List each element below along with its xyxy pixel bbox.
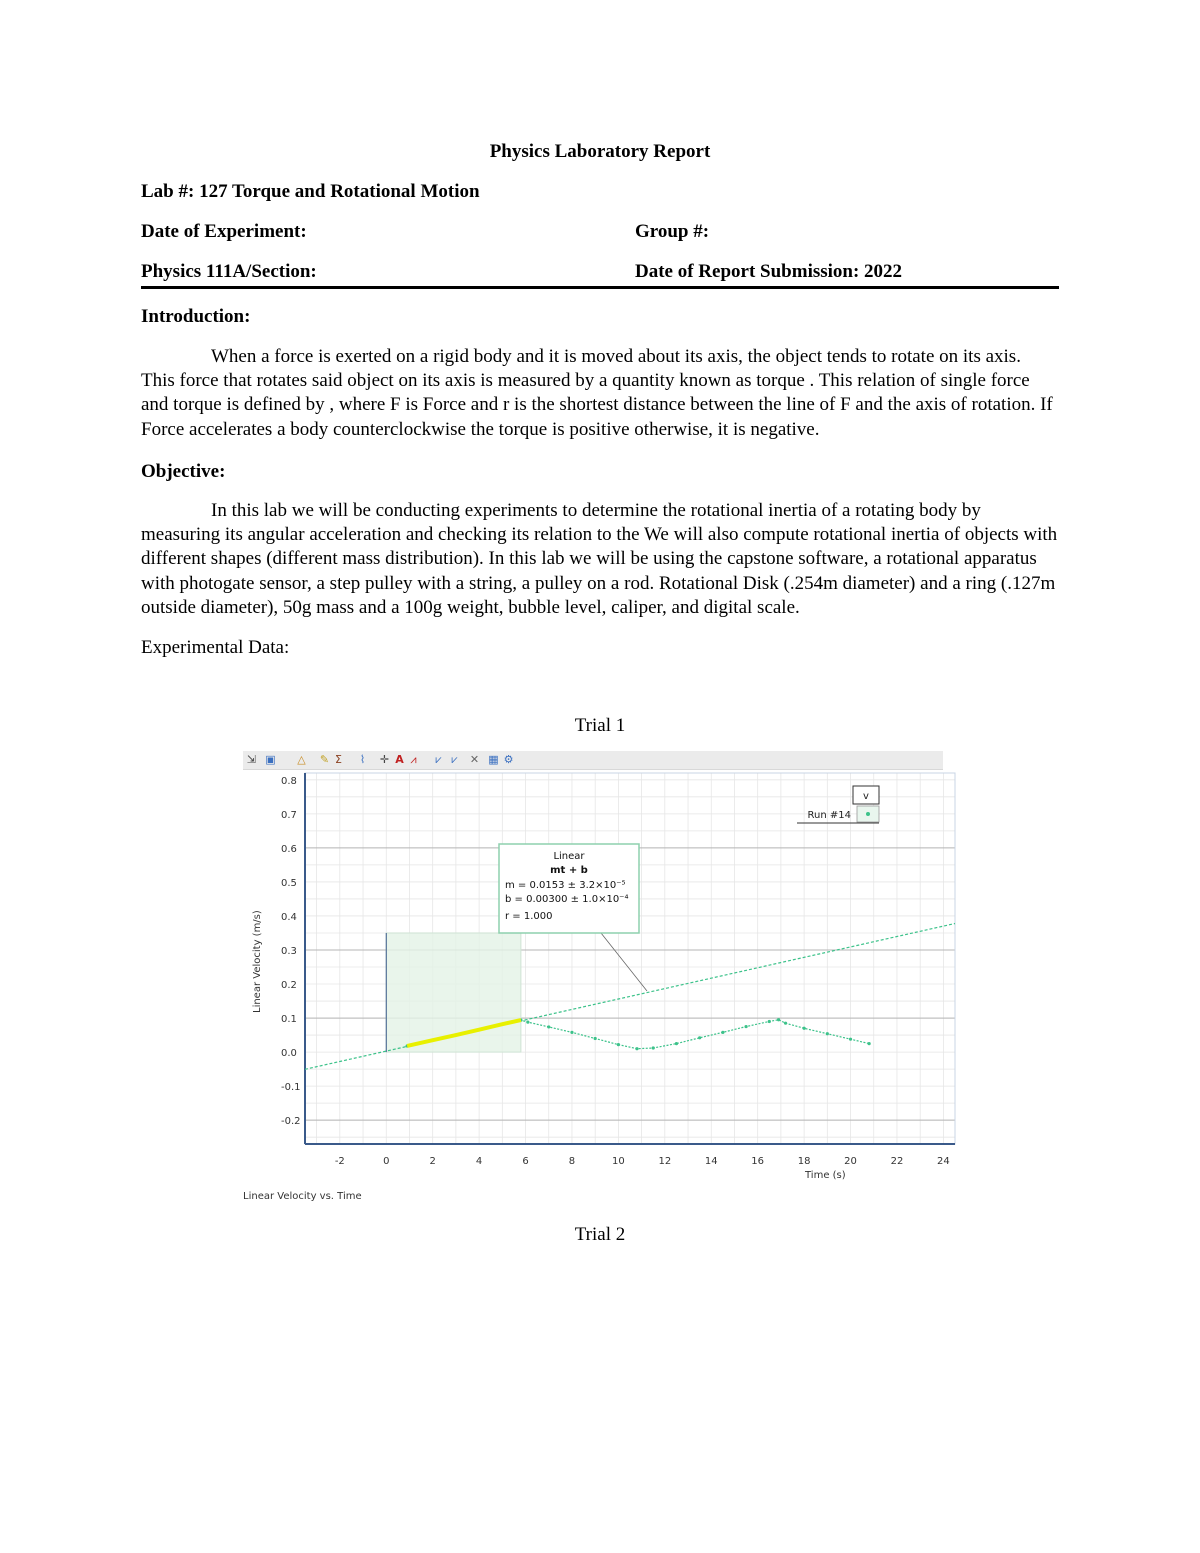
y-tick-label: 0.1 — [281, 1014, 297, 1026]
legend-marker-icon — [866, 812, 870, 816]
header-divider — [141, 286, 1059, 289]
graph-caption: Linear Velocity vs. Time — [243, 1191, 362, 1202]
add-plot-icon[interactable]: ⩗ — [435, 753, 442, 766]
fit-formula: mt + b — [550, 865, 588, 876]
text-annotation-icon[interactable]: A — [395, 753, 404, 766]
report-title: Physics Laboratory Report — [489, 141, 711, 162]
y-tick-label: 0.8 — [281, 775, 297, 787]
fit-box-connector — [601, 933, 647, 991]
data-point — [768, 1020, 771, 1023]
data-point — [675, 1042, 678, 1045]
y-tick-label: -0.2 — [281, 1116, 301, 1128]
x-tick-label: 0 — [383, 1156, 390, 1167]
data-point — [777, 1018, 780, 1021]
section: Physics 111A/Section: — [141, 261, 317, 282]
curve-fit-box — [499, 844, 639, 933]
data-point — [570, 1031, 573, 1034]
introduction-text: When a force is exerted on a rigid body and it is moved about its axis, the object tends to rotate on its axis. This force that rotates said object on its axis is measured by a quantity known as torque . This relation of single force and torque is defined by , where F is Force and r is the shortest distance between the line of F and the axis of rotation. If Force accelerates a body counterclockwise the torque is positive otherwise, it is negative. — [141, 346, 1053, 440]
x-tick-label: 12 — [658, 1156, 672, 1167]
experimental-data-label: Experimental Data: — [141, 637, 290, 658]
data-point — [652, 1046, 655, 1049]
data-point — [868, 1042, 871, 1045]
data-point — [849, 1038, 852, 1041]
data-point — [721, 1031, 724, 1034]
x-tick-label: 6 — [522, 1156, 529, 1167]
date-of-experiment: Date of Experiment: — [141, 221, 307, 242]
y-tick-label: 0.7 — [281, 809, 297, 821]
x-tick-label: 20 — [844, 1156, 857, 1167]
delete-icon[interactable]: ✕ — [469, 753, 480, 766]
x-axis-title: Time (s) — [805, 1170, 846, 1181]
y-tick-label: 0.3 — [281, 945, 297, 957]
objective-heading: Objective: — [141, 461, 226, 482]
lab-number: Lab #: 127 Torque and Rotational Motion — [141, 181, 480, 202]
y-tick-label: 0.6 — [281, 843, 297, 855]
selection-icon[interactable]: ▣ — [265, 753, 276, 766]
fit-intercept: b = 0.00300 ± 1.0×10⁻⁴ — [505, 894, 629, 905]
x-tick-labels — [335, 1156, 950, 1167]
data-point — [526, 1021, 529, 1024]
data-point — [547, 1025, 550, 1028]
coordinates-icon[interactable]: ✛ — [379, 753, 390, 766]
trial-1-graph — [243, 751, 963, 1203]
introduction-heading: Introduction: — [141, 306, 251, 327]
x-tick-label: 4 — [475, 1156, 483, 1167]
x-tick-label: 16 — [751, 1156, 765, 1167]
data-point — [698, 1036, 701, 1039]
annotation-icon[interactable]: ✎ — [319, 753, 330, 766]
date-of-submission: Date of Report Submission: 2022 — [635, 261, 903, 282]
data-point — [784, 1022, 787, 1025]
fit-correlation: r = 1.000 — [505, 911, 553, 922]
y-tick-label: 0.5 — [281, 877, 297, 889]
legend-run-label: Run #14 — [807, 810, 851, 821]
data-point — [594, 1037, 597, 1040]
x-tick-label: -2 — [334, 1156, 345, 1167]
x-tick-label: 10 — [612, 1156, 625, 1167]
legend-dropdown: v — [863, 791, 869, 802]
trial-2-caption: Trial 2 — [574, 1224, 626, 1245]
x-tick-label: 18 — [797, 1156, 811, 1167]
data-point — [826, 1032, 829, 1035]
data-point — [803, 1027, 806, 1030]
scale-to-fit-icon[interactable]: ⇲ — [246, 753, 257, 766]
x-tick-label: 22 — [890, 1156, 904, 1167]
y-axis-title: Linear Velocity (m/s) — [252, 910, 263, 1013]
y-tick-label: 0.2 — [281, 980, 297, 992]
y-tick-labels — [281, 776, 301, 1127]
fit-slope: m = 0.0153 ± 3.2×10⁻⁵ — [505, 880, 626, 891]
properties-icon[interactable]: ▦ — [488, 753, 499, 766]
group-number: Group #: — [635, 221, 710, 242]
add-axis-icon[interactable]: ⩗ — [451, 753, 458, 766]
x-tick-label: 24 — [937, 1156, 950, 1167]
highlight-icon[interactable]: △ — [297, 753, 306, 766]
statistics-icon[interactable]: Σ — [335, 753, 342, 766]
settings-icon[interactable]: ⚙ — [503, 753, 514, 766]
y-tick-label: 0.4 — [281, 911, 297, 923]
legend[interactable] — [797, 786, 879, 823]
slope-tool-icon[interactable]: ⩘ — [410, 753, 417, 766]
data-point — [635, 1047, 638, 1050]
objective-text: In this lab we will be conducting experiments to determine the rotational inertia of a rotating body by measuring its angular acceleration and checking its relation to the We will also compute rotational inertia of objects with different shapes (different mass distribution). In this lab we will be using the capstone software, a rotational apparatus with photogate sensor, a step pulley with a string, a pulley on a rod. Rotational Disk (.254m diameter) and a ring (.127m outside diameter), 50g mass and a 100g weight, bubble level, caliper, and digital scale. — [141, 500, 1058, 618]
x-tick-label: 2 — [429, 1156, 436, 1167]
data-point — [617, 1043, 620, 1046]
data-point — [744, 1025, 747, 1028]
y-tick-label: 0.0 — [281, 1048, 297, 1060]
y-tick-label: -0.1 — [281, 1082, 301, 1094]
x-tick-label: 8 — [568, 1156, 576, 1167]
fit-title: Linear — [553, 851, 585, 862]
linear-velocity-plot — [243, 751, 963, 1203]
trial-1-caption: Trial 1 — [574, 715, 626, 736]
x-tick-label: 14 — [704, 1156, 718, 1167]
curve-fit-icon[interactable]: ⌇ — [359, 753, 366, 766]
